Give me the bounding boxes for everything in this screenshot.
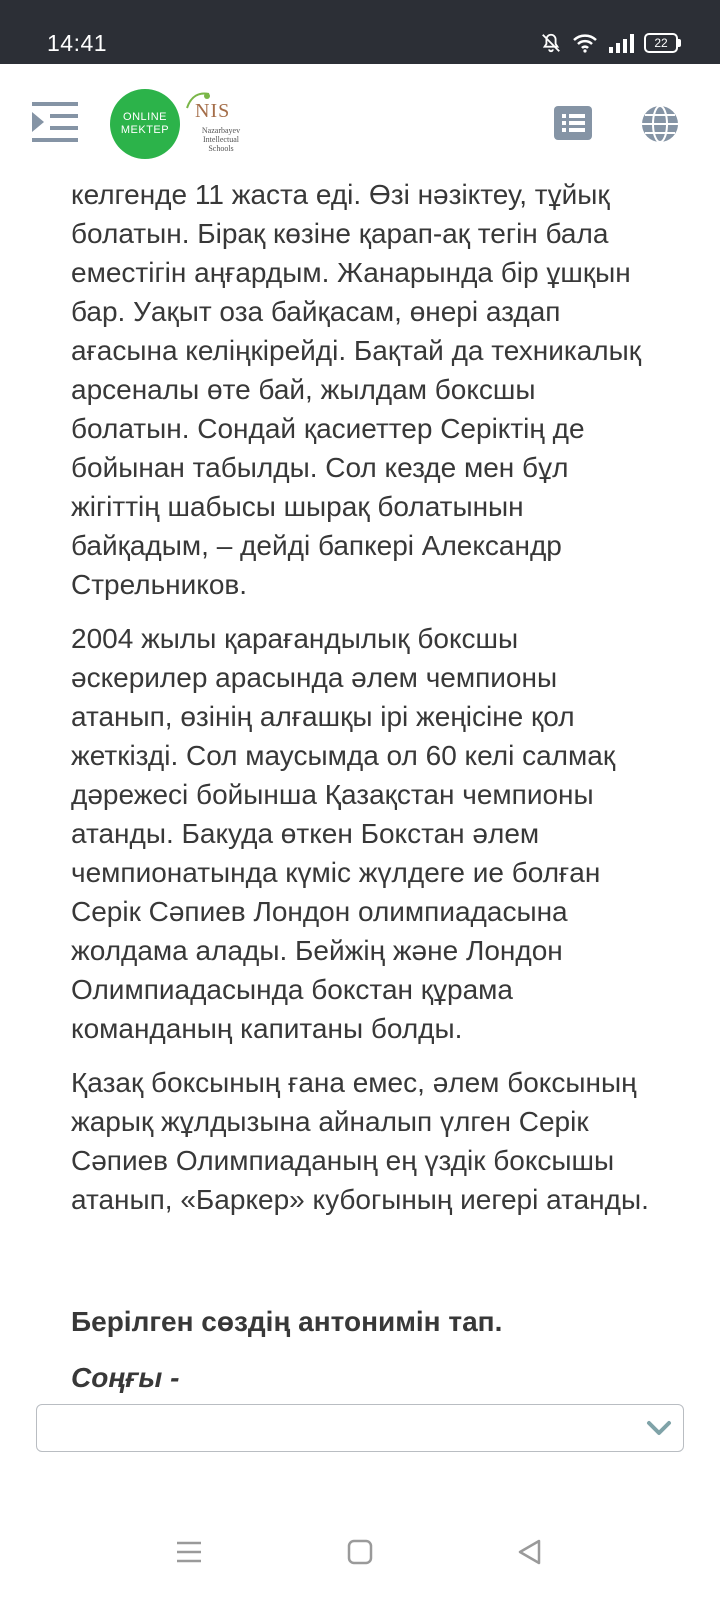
wifi-icon <box>572 33 598 53</box>
globe-icon[interactable] <box>640 104 680 144</box>
task-prompt-word: Соңғы - <box>71 1362 180 1393</box>
list-icon <box>554 106 592 140</box>
home-icon[interactable] <box>345 1537 375 1567</box>
contents-list-button[interactable] <box>554 106 592 140</box>
answer-dropdown[interactable] <box>36 1404 684 1452</box>
nis-subtitle: Nazarbayev Intellectual Schools <box>201 126 241 153</box>
article-paragraph-2: 2004 жылы қарағандылық боксшы әскерилер арасында әлем чемпионы атанып, өзінің алғашқы ірі жеңісіне қол жеткізді. Сол маусымда ол 60 келі салмақ дәрежесі бойынша Қазақстан чемпионы атанды. Бакуда өткен Бокстан әлем чемпионатында күміс жүлдеге ие болған Серік Сәпиев Лондон олимпиадасына жолдама алады. Бейжің және Лондон Олимпиадасында бокстан құрама команданың капитаны болды. <box>71 623 616 1044</box>
back-icon[interactable] <box>515 1537 545 1567</box>
article-text <box>71 175 661 1234</box>
app-header <box>0 64 720 184</box>
mute-icon <box>540 32 562 54</box>
article-paragraph-1: келгенде 11 жаста еді. Өзі нәзіктеу, тұйық болатын. Бірақ көзіне қарап-ақ тегін бала еместігін аңғардым. Жанарында бір ұшқын бар. Уақыт оза байқасам, өнері аздап ағасына келіңкірейді. Бақтай да техникалық арсеналы өте бай, жылдам боксшы болатын. Сондай қасиеттер Серіктің де бойынан табылды. Сол кезде мен бұл жігіттің шабысы шырақ болатынын байқадым, – дейді бапкері Александр Стрельников. <box>71 179 642 600</box>
nis-title: NIS <box>195 100 231 122</box>
nis-logo <box>183 90 253 160</box>
recents-icon[interactable] <box>174 1537 204 1567</box>
menu-icon[interactable] <box>30 98 80 148</box>
status-time: 14:41 <box>47 30 108 56</box>
task-instruction: Берілген сөздің антонимін тап. <box>71 1306 503 1337</box>
article-paragraph-3: Қазақ боксының ғана емес, әлем боксының жарық жұлдызына айналып үлген Серік Сәпиев Олимпиаданың ең үздік боксышы атанып, «Баркер» кубогының иегері атанды. <box>71 1067 649 1215</box>
logo-text-online: ONLINE <box>123 111 167 123</box>
logo-text-mektep: MEKTEP <box>120 124 170 136</box>
status-icons <box>540 32 678 54</box>
online-mektep-logo[interactable] <box>110 89 180 159</box>
battery-icon: 22 <box>644 33 678 53</box>
signal-icon <box>608 33 634 53</box>
chevron-down-icon <box>645 1415 673 1441</box>
system-nav-bar <box>0 1500 720 1600</box>
status-bar <box>0 0 720 64</box>
